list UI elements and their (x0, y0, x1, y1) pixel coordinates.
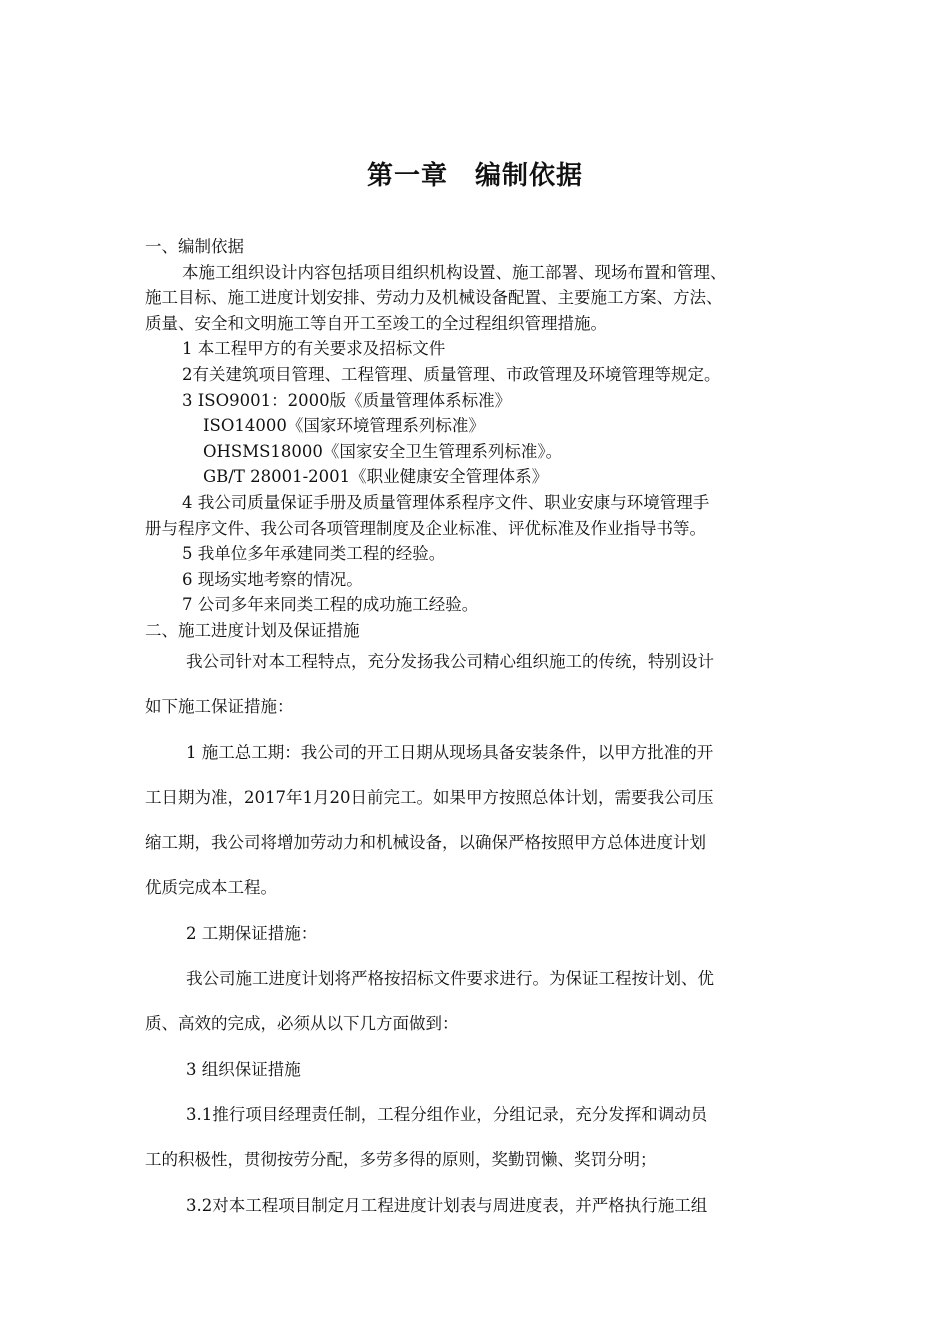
paragraph-line: 我公司施工进度计划将严格按招标文件要求进行。为保证工程按计划、优 (186, 969, 714, 989)
paragraph-line: 3.2对本工程项目制定月工程进度计划表与周进度表，并严格执行施工组 (186, 1195, 708, 1215)
list-item: 7 公司多年来同类工程的成功施工经验。 (182, 595, 479, 615)
paragraph-line: 2 工期保证措施： (186, 923, 318, 943)
list-subitem: OHSMS18000《国家安全卫生管理系列标准》。 (203, 441, 563, 461)
list-item: 3 ISO9001：2000版《质量管理体系标准》 (182, 390, 512, 410)
list-item: 1 本工程甲方的有关要求及招标文件 (182, 339, 446, 359)
list-subitem: ISO14000《国家环境管理系列标准》 (203, 416, 485, 436)
list-item: 2有关建筑项目管理、工程管理、质量管理、市政管理及环境管理等规定。 (182, 364, 721, 384)
paragraph-line: 质、高效的完成，必须从以下几方面做到： (145, 1014, 459, 1034)
list-subitem: GB/T 28001-2001《职业健康安全管理体系》 (203, 467, 549, 487)
paragraph-line: 质量、安全和文明施工等自开工至竣工的全过程组织管理措施。 (145, 313, 607, 333)
section-heading: 一、编制依据 (145, 237, 244, 256)
section-basis (145, 234, 815, 644)
list-item: 5 我单位多年承建同类工程的经验。 (182, 544, 446, 564)
paragraph-line: 3 组织保证措施 (186, 1059, 301, 1079)
paragraph-line: 优质完成本工程。 (145, 878, 277, 898)
list-item: 4 我公司质量保证手册及质量管理体系程序文件、职业安康与环境管理手 (182, 492, 710, 512)
list-item-continued: 册与程序文件、我公司各项管理制度及企业标准、评优标准及作业指导书等。 (145, 518, 706, 538)
paragraph-line: 工日期为准，2017年1月20日前完工。如果甲方按照总体计划，需要我公司压 (145, 787, 714, 807)
paragraph-line: 1 施工总工期：我公司的开工日期从现场具备安装条件，以甲方批准的开 (186, 742, 714, 762)
paragraph-line: 本施工组织设计内容包括项目组织机构设置、施工部署、现场布置和管理、 (182, 262, 727, 282)
paragraph-line: 缩工期，我公司将增加劳动力和机械设备，以确保严格按照甲方总体进度计划 (145, 833, 706, 853)
section-schedule (145, 639, 815, 1228)
paragraph-line: 施工目标、施工进度计划安排、劳动力及机械设备配置、主要施工方案、方法、 (145, 288, 723, 308)
paragraph-line: 如下施工保证措施： (145, 697, 294, 717)
chapter-title: 第一章 编制依据 (366, 161, 583, 191)
paragraph-line: 工的积极性，贯彻按劳分配，多劳多得的原则，奖勤罚懒、奖罚分明； (145, 1150, 657, 1170)
section-heading: 二、施工进度计划及保证措施 (145, 620, 360, 640)
paragraph-line: 3.1推行项目经理责任制，工程分组作业，分组记录，充分发挥和调动员 (186, 1104, 708, 1124)
paragraph-line: 我公司针对本工程特点，充分发扬我公司精心组织施工的传统，特别设计 (186, 652, 714, 671)
list-item: 6 现场实地考察的情况。 (182, 569, 363, 589)
